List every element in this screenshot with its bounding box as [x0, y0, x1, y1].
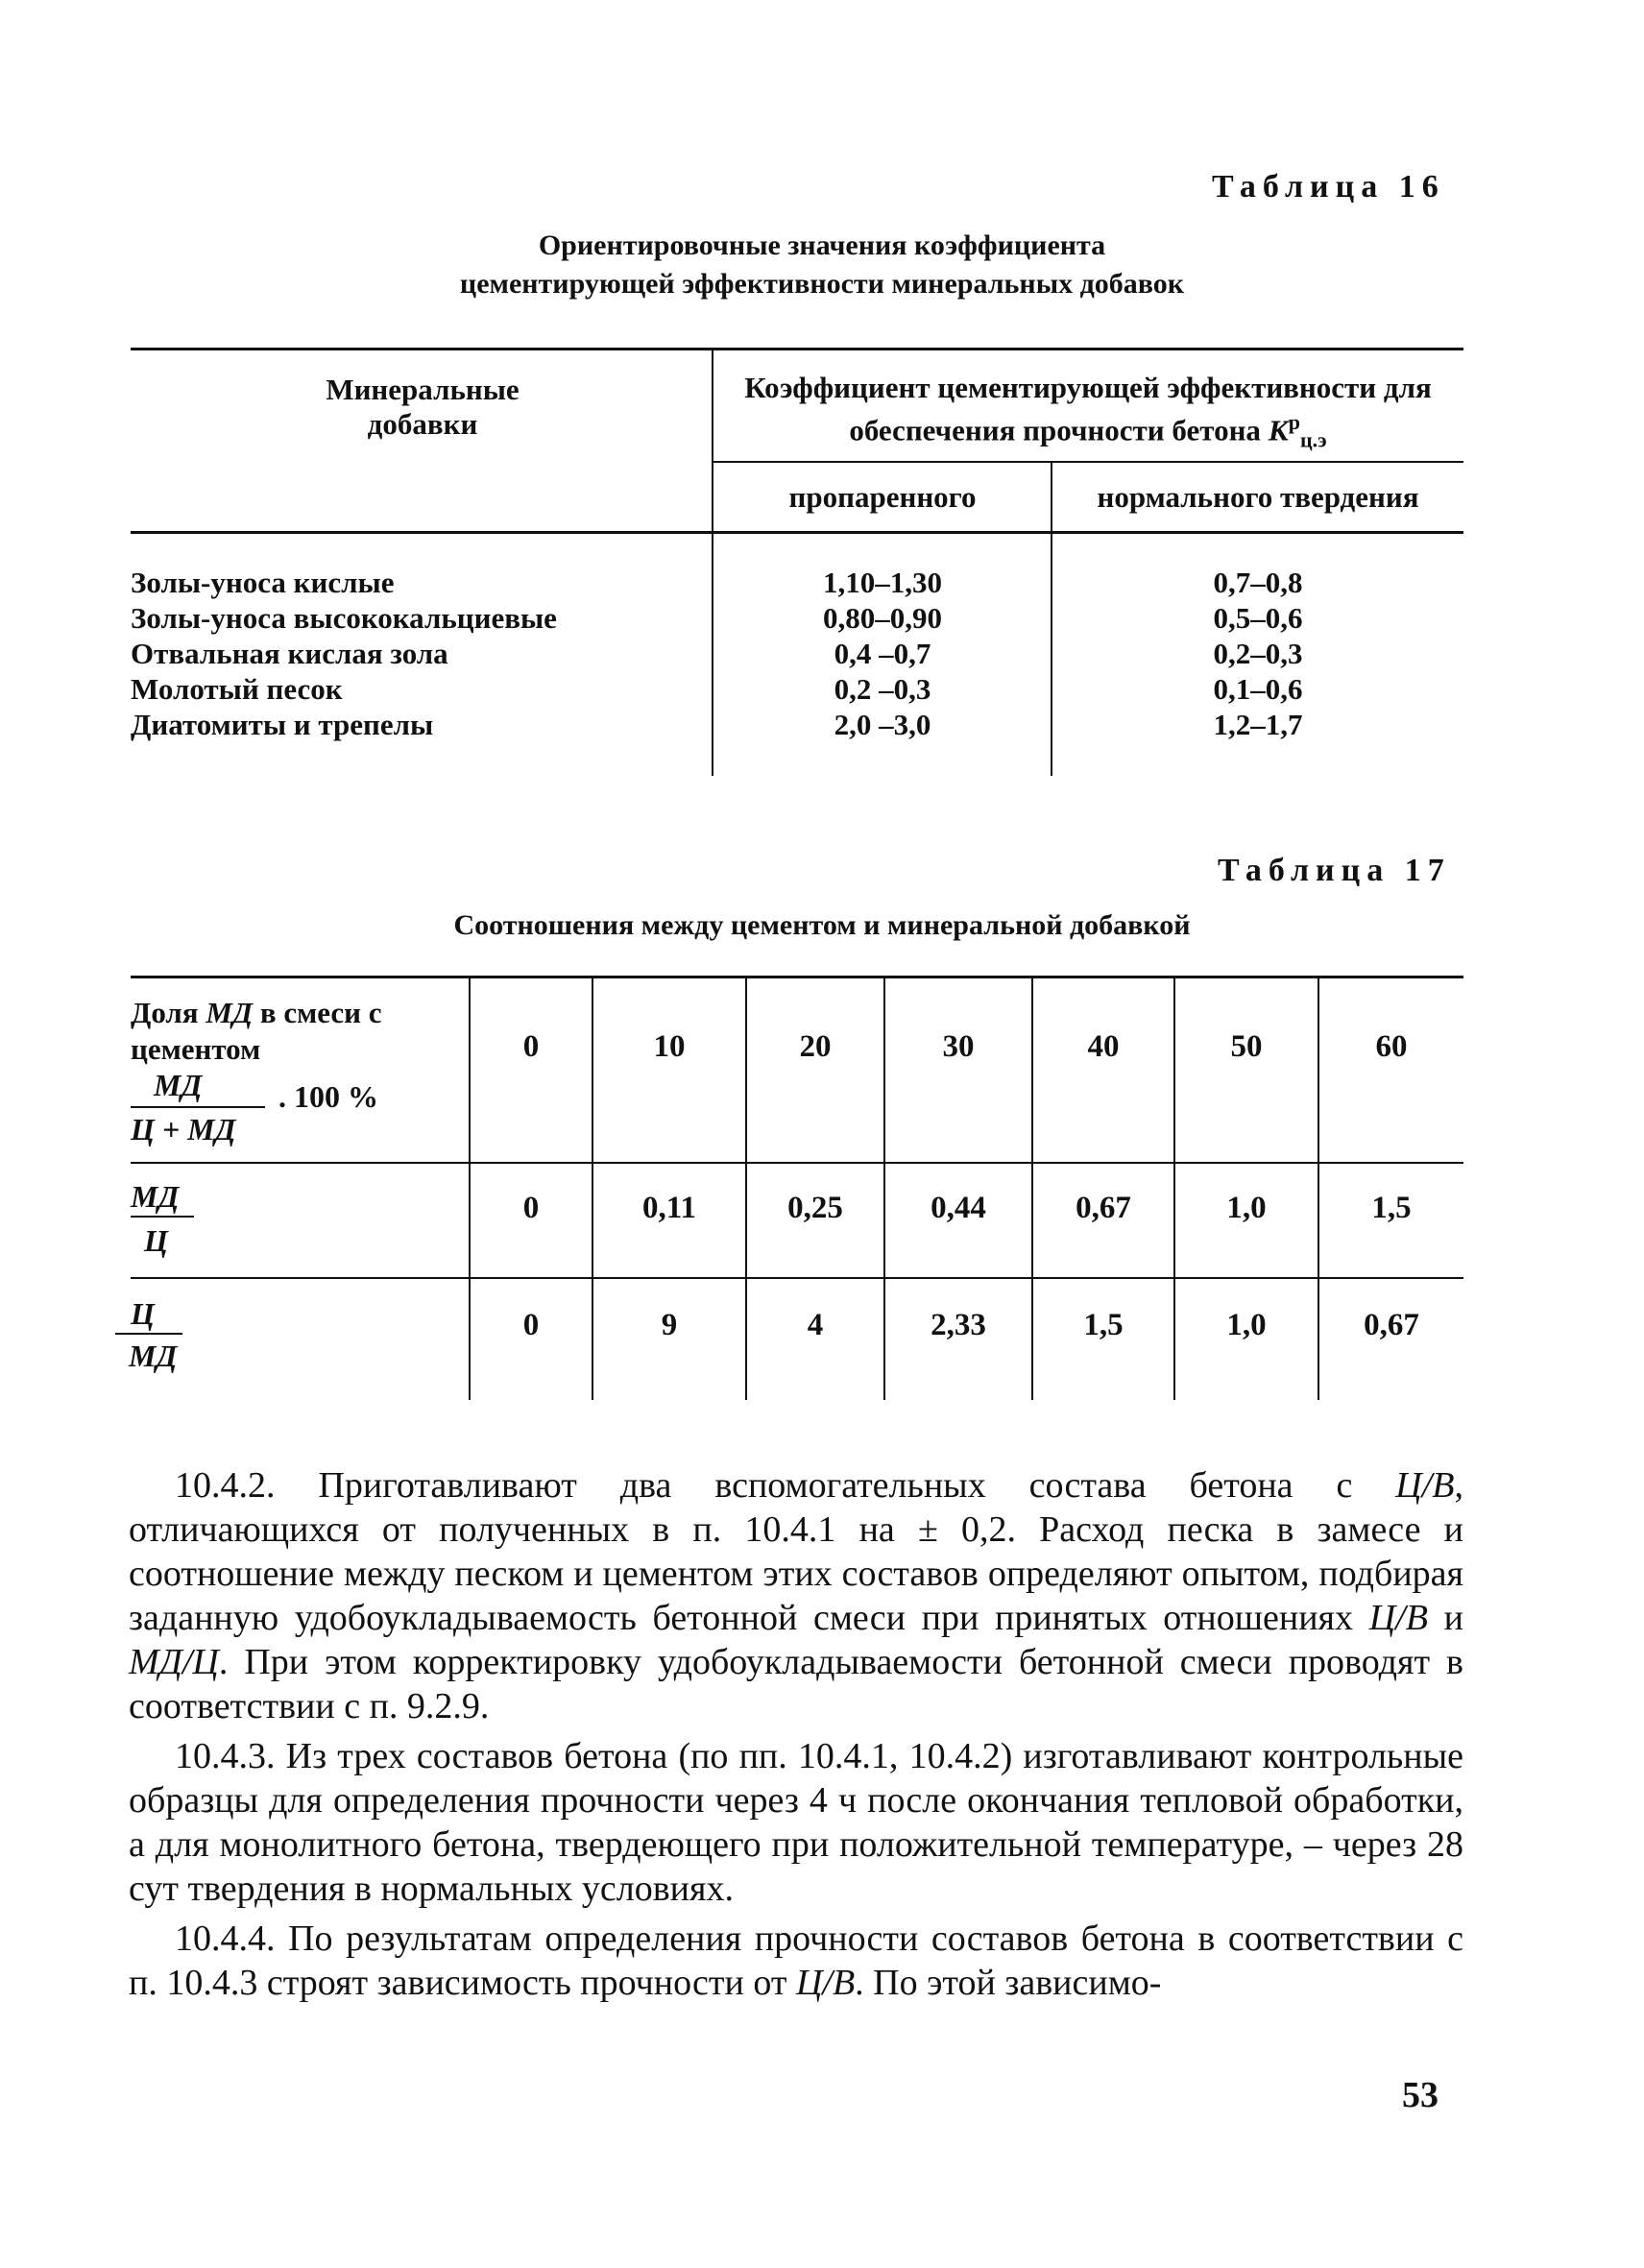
table16-title-line2: цементирующей эффективности минеральных добавок — [459, 268, 1185, 300]
paragraph-10-4-4 — [129, 1917, 1463, 2005]
table17-row1-rule — [131, 1162, 1463, 1164]
table16-row-normal: 0,5–0,6 — [1213, 601, 1303, 635]
table16-row-steamed: 0,4 –0,7 — [834, 637, 931, 670]
table16-row-name: Золы-уноса высококальциевые — [131, 601, 557, 635]
p3-part-a: 10.4.4. По результатам определения прочности составов бетона в соответствии с п. 10.4.3 строят зависимость прочности от — [129, 1918, 1463, 2003]
p1-part-a: 10.4.2. Приготавливают два вспомогательных состава бетона с — [175, 1465, 1353, 1506]
table17-share-cell: 10 — [653, 1029, 686, 1064]
table17-top-rule — [131, 976, 1463, 978]
table17-md-c-cell: 1,0 — [1226, 1191, 1267, 1225]
table17-row1-frac-mult: . 100 % — [278, 1079, 378, 1114]
table17-row2-frac-den: Ц — [144, 1223, 168, 1258]
table16-row-steamed: 0,80–0,90 — [823, 601, 942, 635]
table17-c-md-cell: 0 — [522, 1308, 540, 1342]
table17-share-cell: 50 — [1230, 1029, 1263, 1064]
table16-symbol-sub: ц.э — [1299, 427, 1327, 452]
table17-c-md-cell: 1,5 — [1083, 1308, 1124, 1342]
p1-mdc: МД/Ц — [129, 1642, 219, 1682]
table17-c-md-cell: 9 — [661, 1308, 678, 1342]
table17-share-cell: 30 — [942, 1029, 975, 1064]
table16-row-normal: 1,2–1,7 — [1213, 708, 1303, 741]
table17-row2-frac-bar — [131, 1216, 194, 1218]
table17-row3-frac-num: Ц — [131, 1296, 155, 1331]
table17-c-md-cell: 4 — [807, 1308, 824, 1342]
table16-row-normal: 0,1–0,6 — [1213, 672, 1303, 706]
table17-row3-frac-den: МД — [129, 1339, 178, 1373]
table17-md-c-cell: 1,5 — [1371, 1191, 1412, 1225]
table16-header-bottom-rule — [131, 531, 1463, 534]
table16-row-normal: 0,7–0,8 — [1213, 566, 1303, 599]
table16-symbol: К — [1268, 413, 1289, 447]
paragraph-10-4-3: 10.4.3. Из трех составов бетона (по пп. 10.4.1, 10.4.2) изготавливают контрольные образцы для определения прочности через 4 ч после окончания тепловой обработки, а для монолитного бетона, твердеющего при положительной температуре, – через 28 сут твердения в нормальных условиях. — [129, 1736, 1463, 1909]
table16-title-line1: Ориентировочные значения коэффициента — [538, 229, 1106, 261]
table16-subheader-normal: нормального твердения — [1097, 480, 1419, 514]
table16-row-steamed: 1,10–1,30 — [823, 566, 942, 599]
table16-col2-header-text: Коэффициент цементирующей эффективности для обеспечения прочности бетона — [744, 371, 1432, 447]
table17-header-text3: цементом — [131, 1032, 261, 1066]
table17-label: Таблица 17 — [1218, 853, 1451, 888]
p3-part-b: . По этой зависимо- — [855, 1963, 1162, 2003]
table17-header-text2: в смеси с — [259, 996, 382, 1029]
table16-row-steamed: 2,0 –3,0 — [834, 708, 931, 741]
table16-symbol-sup: р — [1288, 410, 1300, 434]
p3-cv: Ц/В — [795, 1963, 856, 2003]
table17-row1-frac-bar — [131, 1106, 265, 1108]
p1-cv: Ц/В — [1395, 1465, 1455, 1506]
table17-c-md-cell: 1,0 — [1226, 1308, 1267, 1342]
p1-part-c: . При этом корректировку удобоукладываемости бетонной смеси проводят в соответствии с п. 9.2.9. — [129, 1642, 1463, 1726]
table16-row-name: Диатомиты и трепелы — [131, 708, 434, 741]
table17-c-md-cell: 0,67 — [1364, 1308, 1419, 1342]
table17-md-c-cell: 0,25 — [787, 1191, 843, 1225]
page-number: 53 — [1402, 2075, 1438, 2115]
body-text — [129, 1463, 1463, 2011]
table17-md-c-cell: 0,11 — [642, 1191, 696, 1225]
table17-row2-frac-num: МД — [131, 1179, 180, 1214]
table17-share-cell: 40 — [1087, 1029, 1120, 1064]
table16-label: Таблица 16 — [1212, 169, 1445, 205]
table16-subheader-steamed: пропаренного — [788, 480, 977, 514]
table17-share-cell: 20 — [799, 1029, 832, 1064]
table16-top-rule — [131, 348, 1463, 350]
table17-header-md: МД — [206, 996, 254, 1029]
table16-title — [0, 227, 1644, 303]
table17-md-c-cell: 0 — [522, 1191, 540, 1225]
p1-and: и — [1443, 1598, 1463, 1638]
table16-row-normal: 0,2–0,3 — [1213, 637, 1303, 670]
table17-row1-header — [131, 995, 467, 1068]
table16-vline-1 — [712, 348, 713, 776]
table16-row-steamed: 0,2 –0,3 — [834, 672, 931, 706]
table17-md-c-cell: 0,44 — [931, 1191, 986, 1225]
table17-row1-frac-den: Ц + МД — [131, 1112, 236, 1146]
table17-share-cell: 0 — [522, 1029, 540, 1064]
table17-share-cell: 60 — [1375, 1029, 1408, 1064]
table16-subheader-rule — [713, 461, 1463, 463]
paragraph-10-4-2 — [129, 1463, 1463, 1728]
table16-col1-header: Минеральные добавки — [326, 373, 520, 441]
p1-cv2: Ц/В — [1368, 1598, 1428, 1638]
table16-row-name: Золы-уноса кислые — [131, 566, 395, 599]
table16-row-name: Молотый песок — [131, 672, 343, 706]
table16-row-name: Отвальная кислая зола — [131, 637, 448, 670]
p1-part-b: , отличающихся от полученных в п. 10.4.1 на ± 0,2. Расход песка в замесе и соотношение между песком и цементом этих составов определяют опытом, подбирая заданную удобоукладываемость бетонной смеси при принятых отношениях — [129, 1465, 1464, 1638]
table17-row3-frac-bar — [115, 1333, 182, 1335]
table17-row2-rule — [131, 1277, 1463, 1279]
table16-col2-header — [722, 371, 1454, 458]
table17-c-md-cell: 2,33 — [931, 1308, 986, 1342]
table17-row1-frac-num: МД — [154, 1068, 203, 1102]
table17-title: Соотношения между цементом и минеральной добавкой — [453, 909, 1191, 941]
table17-md-c-cell: 0,67 — [1076, 1191, 1131, 1225]
table17-header-text1: Доля — [131, 996, 199, 1029]
